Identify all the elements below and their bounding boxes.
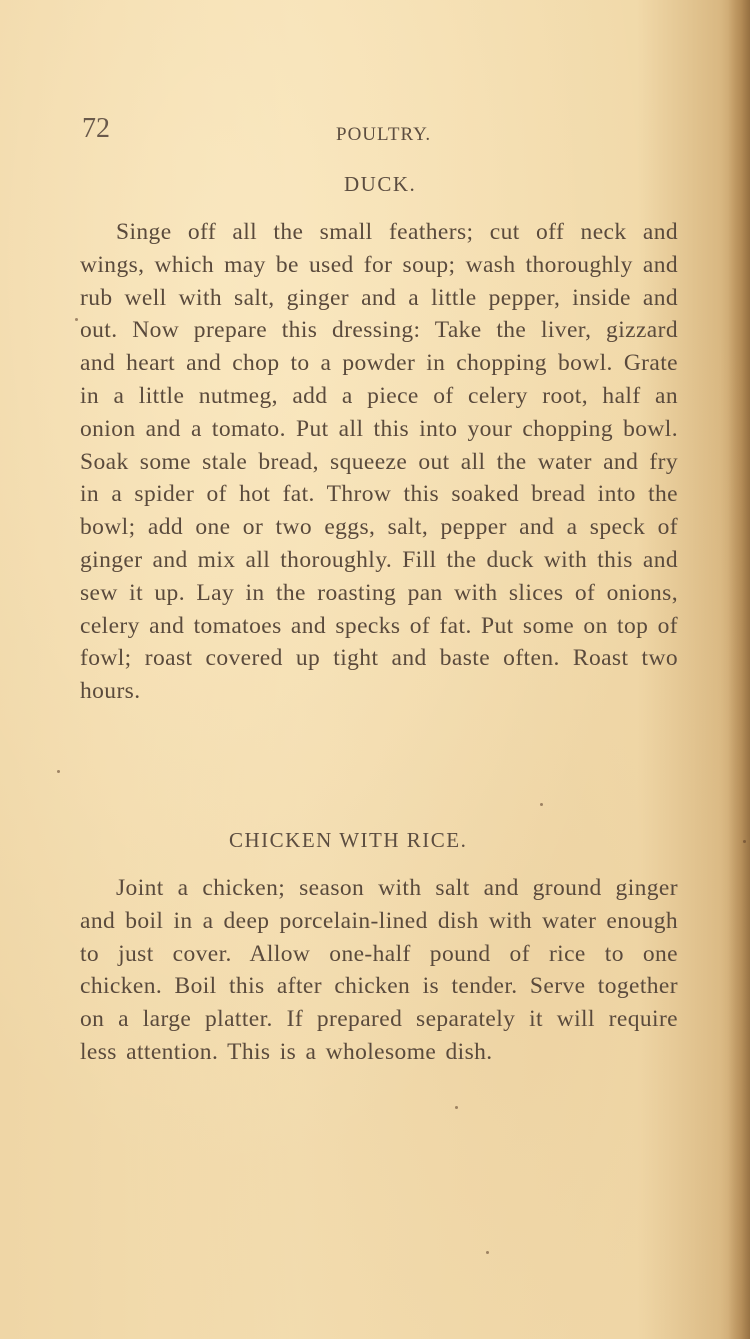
recipe-paragraph-chicken-with-rice: Joint a chicken; season with salt and ground ginger and boil in a deep porcelain-lined dish with water enough to just cover. Allow one-half pound of rice to one chicken. Boil this after chicken is tender. Serve together on a large platter. If prepared separately it will require less attention. This is a wholesome dish. [80, 875, 678, 1065]
page-number: 72 [82, 113, 110, 144]
paper-speck [57, 770, 60, 773]
paper-speck [540, 803, 543, 806]
paper-speck [455, 1106, 458, 1109]
running-head: POULTRY. [336, 124, 432, 145]
paper-speck [486, 1251, 489, 1254]
page-edge-shadow [728, 0, 750, 1339]
recipe-paragraph-duck: Singe off all the small feathers; cut off neck and wings, which may be used for soup; wash thoroughly and rub well with salt, ginger and a little pepper, inside and out. Now prepare this dressing: Take the liver, gizzard and heart and chop to a powder in chopping bowl. Grate in a little nutmeg, add a piece of celery root, half an onion and a tomato. Put all this into your chopping bowl. Soak some stale bread, squeeze out all the water and fry in a spider of hot fat. Throw this soaked bread into the bowl; add one or two eggs, salt, pepper and a speck of ginger and mix all thoroughly. Fill the duck with this and sew it up. Lay in the roasting pan with slices of onions, celery and tomatoes and specks of fat. Put some on top of fowl; roast covered up tight and baste often. Roast two hours. [80, 219, 678, 705]
paper-speck [743, 840, 746, 843]
section-heading-duck: DUCK. [344, 172, 417, 196]
section-heading-chicken-with-rice: CHICKEN WITH RICE. [229, 828, 468, 852]
paper-speck [75, 318, 78, 321]
